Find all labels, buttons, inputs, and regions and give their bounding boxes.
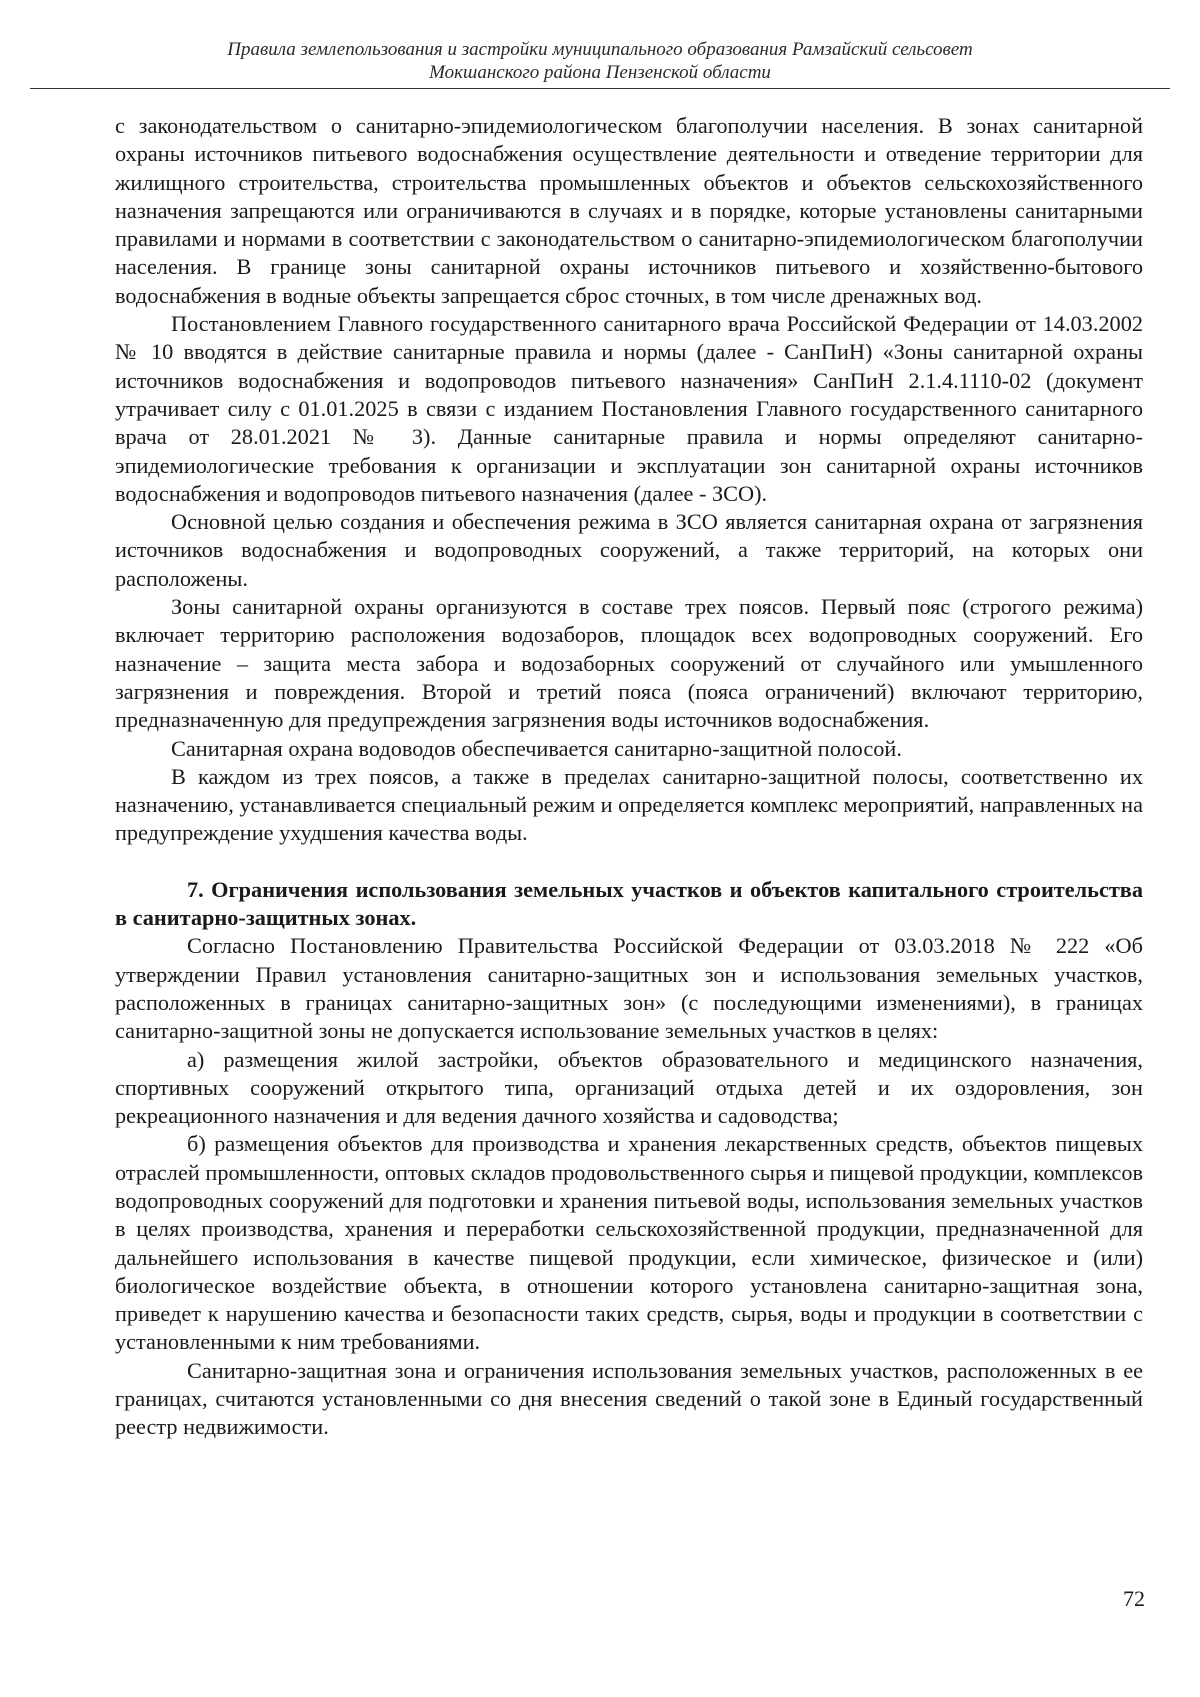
page-number: 72	[1123, 1586, 1145, 1611]
paragraph-decree-222: Согласно Постановлению Правительства Российской Федерации от 03.03.2018 № 222 «Об утверждении Правил установления санитарно-защитных зон и использования земельных участков, расположенных в границах санитарно-защитных зон» (с последующими изменениями), в границах санитарно-защитной зоны не допускается использование земельных участков в целях:	[115, 933, 1143, 1044]
section-spacer	[115, 848, 1143, 876]
paragraph-registry: Санитарно-защитная зона и ограничения использования земельных участков, расположенных в ее границах, считаются установленными со дня внесения сведений о такой зоне в Единый государственный реестр недвижимости.	[115, 1357, 1143, 1440]
paragraph-zso-goal: Основной целью создания и обеспечения режима в ЗСО является санитарная охрана от загрязнения источников водоснабжения и водопроводных сооружений, а также территорий, на которых они расположены.	[115, 509, 1143, 591]
paragraph-zso-belts: Зоны санитарной охраны организуются в составе трех поясов. Первый пояс (строгого режима) включает территорию расположения водозаборов, площадок всех водопроводных сооружений. Его назначение – защита места забора и водозаборных сооружений от случайного или умышленного загрязнения и повреждения. Второй и третий пояса (пояса ограничений) включают территорию, предназначенную для предупреждения загрязнения воды источников водоснабжения.	[115, 594, 1143, 733]
header-divider	[30, 88, 1170, 89]
document-body	[115, 112, 1143, 1442]
section-heading: 7. Ограничения использования земельных участков и объектов капитального строительства в санитарно-защитных зонах.	[115, 876, 1143, 931]
paragraph-sanpin: Постановлением Главного государственного санитарного врача Российской Федерации от 14.03.2002 № 10 вводятся в действие санитарные правила и нормы (далее - СанПиН) «Зоны санитарной охраны источников водоснабжения и водопроводов питьевого назначения» СанПиН 2.1.4.1110-02 (документ утрачивает силу с 01.01.2025 в связи с изданием Постановления Главного государственного санитарного врача от 28.01.2021 № 3). Данные санитарные правила и нормы определяют санитарно-эпидемиологические требования к организации и эксплуатации зон санитарной охраны источников водоснабжения и водопроводов питьевого назначения (далее - ЗСО).	[115, 311, 1143, 506]
paragraph-special-regime: В каждом из трех поясов, а также в пределах санитарно-защитной полосы, соответственно их назначению, устанавливается специальный режим и определяется комплекс мероприятий, направленных на предупреждение ухудшения качества воды.	[115, 763, 1143, 846]
running-header-line-2: Мокшанского района Пензенской области	[429, 62, 771, 83]
paragraph-continuation: с законодательством о санитарно-эпидемиологическом благополучии населения. В зонах санитарной охраны источников питьевого водоснабжения осуществление деятельности и отведение территории для жилищного строительства, строительства промышленных объектов и объектов сельскохозяйственного назначения запрещаются или ограничиваются в случаях и в порядке, которые установлены санитарными правилами и нормами в соответствии с законодательством о санитарно-эпидемиологическом благополучии населения. В границе зоны санитарной охраны источников питьевого и хозяйственно-бытового водоснабжения в водные объекты запрещается сброс сточных, в том числе дренажных вод.	[115, 113, 1143, 308]
paragraph-water-conduits: Санитарная охрана водоводов обеспечивается санитарно-защитной полосой.	[171, 735, 902, 761]
paragraph-item-a: а) размещения жилой застройки, объектов образовательного и медицинского назначения, спортивных сооружений открытого типа, организаций отдыха детей и их оздоровления, зон рекреационного назначения и для ведения дачного хозяйства и садоводства;	[115, 1046, 1143, 1129]
running-header	[0, 38, 1200, 84]
paragraph-item-b: б) размещения объектов для производства и хранения лекарственных средств, объектов пищевых отраслей промышленности, оптовых складов продовольственного сырья и пищевой продукции, комплексов водопроводных сооружений для подготовки и хранения питьевой воды, использования земельных участков в целях производства, хранения и переработки сельскохозяйственной продукции, предназначенной для дальнейшего использования в качестве пищевой продукции, если химическое, физическое и (или) биологическое воздействие объекта, в отношении которого установлена санитарно-защитная зона, приведет к нарушению качества и безопасности таких средств, сырья, воды и продукции в соответствии с установленными к ним требованиями.	[115, 1131, 1143, 1355]
running-header-line-1: Правила землепользования и застройки муниципального образования Рамзайский сельсовет	[227, 39, 973, 60]
